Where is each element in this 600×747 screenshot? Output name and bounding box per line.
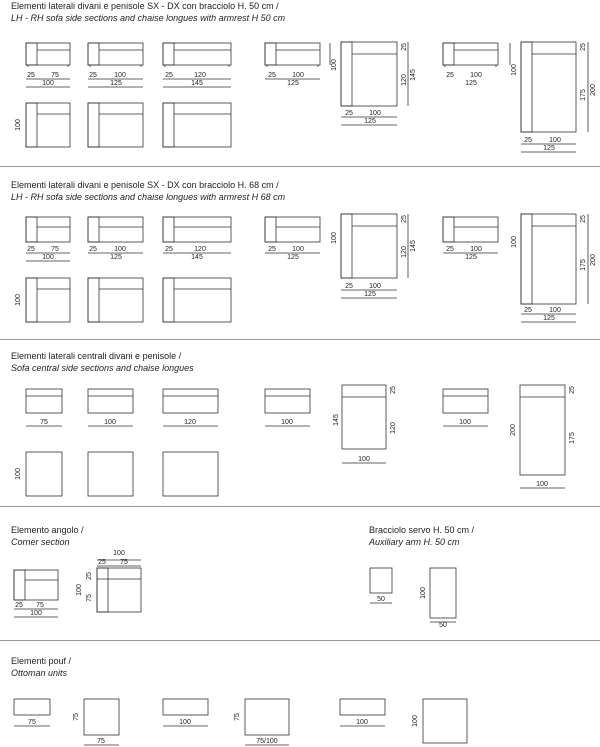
vertical-dimension-labels <box>15 43 597 727</box>
svg-text:100: 100 <box>549 137 561 144</box>
svg-text:25: 25 <box>524 307 532 314</box>
section-title-en: Corner section <box>11 537 70 547</box>
section-title-en: LH - RH sofa side sections and chaise longues with armrest H 50 cm <box>11 13 286 23</box>
svg-text:200: 200 <box>510 424 517 436</box>
svg-text:125: 125 <box>110 254 122 261</box>
section-title-it: Elementi laterali divani e penisole SX - DX con bracciolo H. 50 cm / <box>11 1 279 11</box>
section-title-it: Bracciolo servo H. 50 cm / <box>369 525 475 535</box>
svg-text:25: 25 <box>580 43 587 51</box>
svg-text:145: 145 <box>191 254 203 261</box>
svg-text:100: 100 <box>281 419 293 426</box>
chaise-plan-145 <box>341 42 397 106</box>
svg-text:175: 175 <box>580 89 587 101</box>
svg-text:120: 120 <box>194 246 206 253</box>
svg-text:120: 120 <box>194 72 206 79</box>
svg-text:175: 175 <box>580 259 587 271</box>
svg-text:145: 145 <box>333 414 340 426</box>
svg-text:25: 25 <box>446 72 454 79</box>
svg-text:100: 100 <box>459 419 471 426</box>
dimension-labels <box>15 72 561 745</box>
svg-text:100: 100 <box>292 72 304 79</box>
svg-text:25: 25 <box>390 386 397 394</box>
section-title-it: Elementi laterali divani e penisole SX - DX con bracciolo H. 68 cm / <box>11 180 279 190</box>
svg-text:25: 25 <box>401 43 408 51</box>
svg-text:125: 125 <box>543 315 555 322</box>
svg-text:125: 125 <box>287 254 299 261</box>
svg-text:75: 75 <box>97 738 105 745</box>
svg-text:125: 125 <box>543 145 555 152</box>
svg-text:75: 75 <box>40 419 48 426</box>
svg-text:25: 25 <box>89 246 97 253</box>
svg-text:25: 25 <box>401 215 408 223</box>
svg-text:25: 25 <box>345 110 353 117</box>
svg-text:175: 175 <box>569 432 576 444</box>
svg-text:145: 145 <box>410 240 417 252</box>
svg-text:125: 125 <box>364 291 376 298</box>
svg-text:100: 100 <box>470 72 482 79</box>
svg-text:100: 100 <box>369 110 381 117</box>
sofa-side-100-front <box>26 43 70 67</box>
chaise-plan-200 <box>521 42 576 132</box>
svg-text:100: 100 <box>331 59 338 71</box>
sofa-side-145-plan <box>163 103 231 147</box>
section-title-it: Elementi pouf / <box>11 656 72 666</box>
section-title-en: LH - RH sofa side sections and chaise longues with armrest H 68 cm <box>11 192 286 202</box>
sofa-side-125-front <box>88 43 143 67</box>
svg-text:25: 25 <box>165 246 173 253</box>
svg-text:100: 100 <box>511 236 518 248</box>
svg-text:75: 75 <box>36 602 44 609</box>
svg-text:125: 125 <box>465 80 477 87</box>
sofa-side-145-front <box>163 43 231 67</box>
chaise-front-125 <box>265 43 320 67</box>
svg-text:25: 25 <box>165 72 173 79</box>
svg-text:100: 100 <box>104 419 116 426</box>
section-title-it: Elementi laterali centrali divani e penisole / <box>11 351 182 361</box>
svg-text:100: 100 <box>30 610 42 617</box>
svg-text:125: 125 <box>465 254 477 261</box>
svg-text:100: 100 <box>420 587 427 599</box>
svg-text:100: 100 <box>412 715 419 727</box>
svg-text:200: 200 <box>590 84 597 96</box>
svg-text:25: 25 <box>27 72 35 79</box>
svg-text:25: 25 <box>569 386 576 394</box>
svg-text:200: 200 <box>590 254 597 266</box>
section-title-en: Ottoman units <box>11 668 68 678</box>
svg-text:100: 100 <box>511 64 518 76</box>
svg-text:100: 100 <box>549 307 561 314</box>
svg-text:100: 100 <box>15 119 22 131</box>
svg-text:100: 100 <box>536 481 548 488</box>
section-title-en: Sofa central side sections and chaise longues <box>11 363 194 373</box>
svg-text:75: 75 <box>51 72 59 79</box>
svg-text:25: 25 <box>446 246 454 253</box>
svg-text:25: 25 <box>345 283 353 290</box>
svg-text:75/100: 75/100 <box>256 738 278 745</box>
svg-text:120: 120 <box>184 419 196 426</box>
svg-text:100: 100 <box>369 283 381 290</box>
svg-text:100: 100 <box>292 246 304 253</box>
svg-text:50: 50 <box>377 596 385 603</box>
svg-text:125: 125 <box>110 80 122 87</box>
svg-text:100: 100 <box>331 232 338 244</box>
svg-text:100: 100 <box>113 550 125 557</box>
svg-text:100: 100 <box>42 254 54 261</box>
svg-text:100: 100 <box>356 719 368 726</box>
svg-text:125: 125 <box>287 80 299 87</box>
svg-text:100: 100 <box>358 456 370 463</box>
svg-text:145: 145 <box>191 80 203 87</box>
section-title-en: Auxiliary arm H. 50 cm <box>369 537 460 547</box>
svg-text:145: 145 <box>410 69 417 81</box>
svg-text:75: 75 <box>28 719 36 726</box>
svg-text:25: 25 <box>268 246 276 253</box>
svg-text:25: 25 <box>27 246 35 253</box>
chaise-front-125b <box>443 43 498 67</box>
svg-text:100: 100 <box>114 72 126 79</box>
svg-text:100: 100 <box>179 719 191 726</box>
svg-text:100: 100 <box>15 294 22 306</box>
svg-text:75: 75 <box>73 713 80 721</box>
svg-text:100: 100 <box>76 584 83 596</box>
svg-text:120: 120 <box>390 422 397 434</box>
sofa-side-125-plan <box>88 103 143 147</box>
svg-text:100: 100 <box>42 80 54 87</box>
svg-text:125: 125 <box>364 118 376 125</box>
svg-text:120: 120 <box>401 246 408 258</box>
svg-text:120: 120 <box>401 74 408 86</box>
svg-text:25: 25 <box>98 559 106 566</box>
svg-text:25: 25 <box>580 215 587 223</box>
svg-text:75: 75 <box>51 246 59 253</box>
svg-text:75: 75 <box>86 594 93 602</box>
svg-text:100: 100 <box>470 246 482 253</box>
svg-text:25: 25 <box>89 72 97 79</box>
svg-text:100: 100 <box>15 468 22 480</box>
sofa-side-100-plan <box>26 103 70 147</box>
svg-text:25: 25 <box>524 137 532 144</box>
svg-text:25: 25 <box>268 72 276 79</box>
svg-text:100: 100 <box>114 246 126 253</box>
svg-text:75: 75 <box>234 713 241 721</box>
section-title-it: Elemento angolo / <box>11 525 84 535</box>
svg-text:25: 25 <box>15 602 23 609</box>
svg-text:75: 75 <box>120 559 128 566</box>
svg-text:50: 50 <box>439 622 447 629</box>
svg-text:25: 25 <box>86 572 93 580</box>
